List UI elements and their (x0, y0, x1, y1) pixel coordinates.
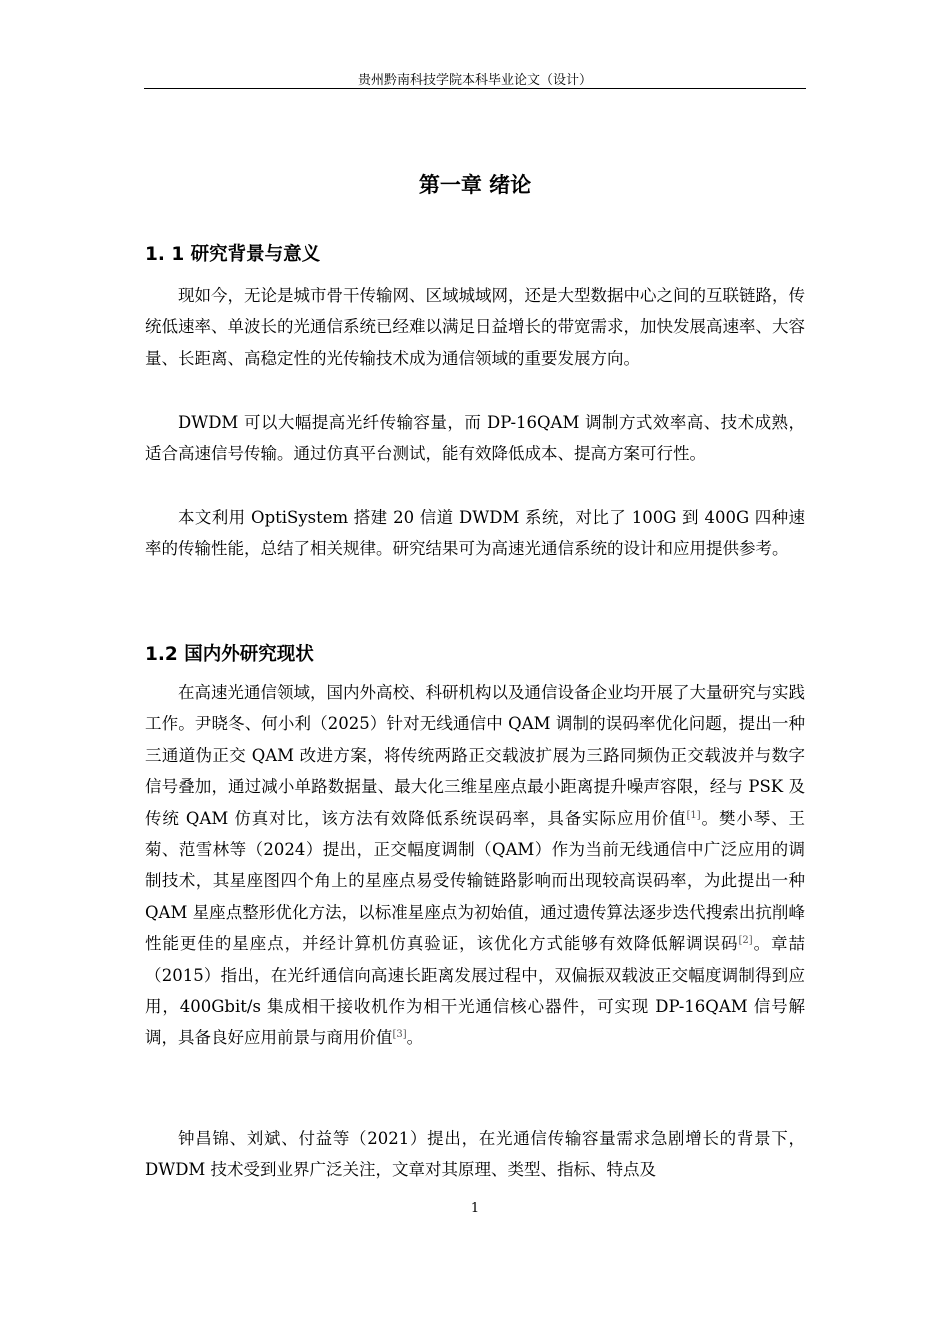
paragraph: 钟昌锦、刘斌、付益等（2021）提出，在光通信传输容量需求急剧增长的背景下，DWDM 技术受到业界广泛关注，文章对其原理、类型、指标、特点及 (145, 1129, 805, 1180)
citation-ref: [2] (738, 935, 753, 947)
page-number: 1 (470, 1201, 480, 1216)
paragraph-text: 在高速光通信领域，国内外高校、科研机构以及通信设备企业均开展了大量研究与实践工作。尹晓冬、何小利（2025）针对无线通信中 QAM 调制的误码率优化问题，提出一种三通道伪正交 QAM 改进方案，将传统两路正交载波扩展为三路同频伪正交载波并与数字信号叠加，通过减小单路数据量、最大化三维星座点最小距离提升噪声容限，经与 PSK 及传统 QAM 仿真对比，该方法有效降低系统误码率，具备实际应用价值 (145, 683, 805, 828)
paragraph-text: 。樊小琴、王菊、范雪林等（2024）提出，正交幅度调制（QAM）作为当前无线通信中广泛应用的调制技术，其星座图四个角上的星座点易受传输链路影响而出现较高误码率，为此提出一种 QAM 星座点整形优化方法，以标准星座点为初始值，通过遗传算法逐步迭代搜索出抗削峰性能更佳的星座点，并经计算机仿真验证，该优化方式能够有效降低解调误码 (145, 808, 806, 954)
citation-ref: [3] (392, 1029, 407, 1041)
paragraph (145, 677, 805, 1054)
running-header: 贵州黔南科技学院本科毕业论文（设计） (357, 73, 592, 88)
section-heading-1-2: 1.2 国内外研究现状 (145, 644, 314, 665)
paragraph-text: 。章喆（2015）指出，在光纤通信向高速长距离发展过程中，双偏振双载波正交幅度调制得到应用，400Gbit/s 集成相干接收机作为相干光通信核心器件，可实现 DP-16QAM 信号解调，具备良好应用前景与商用价值 (145, 934, 806, 1048)
chapter-title: 第一章 绪论 (418, 173, 532, 197)
paragraph: DWDM 可以大幅提高光纤传输容量，而 DP-16QAM 调制方式效率高、技术成熟，适合高速信号传输。通过仿真平台测试，能有效降低成本、提高方案可行性。 (145, 413, 805, 464)
paragraph-text: 。 (406, 1028, 424, 1048)
paragraph: 现如今，无论是城市骨干传输网、区域城域网，还是大型数据中心之间的互联链路，传统低速率、单波长的光通信系统已经难以满足日益增长的带宽需求，加快发展高速率、大容量、长距离、高稳定性的光传输技术成为通信领域的重要发展方向。 (145, 286, 805, 368)
citation-ref: [1] (686, 809, 701, 821)
paragraph: 本文利用 OptiSystem 搭建 20 信道 DWDM 系统，对比了 100G 到 400G 四种速率的传输性能，总结了相关规律。研究结果可为高速光通信系统的设计和应用提供参考。 (145, 508, 805, 559)
section-heading-1-1: 1. 1 研究背景与意义 (145, 244, 321, 265)
header-rule (144, 88, 806, 89)
